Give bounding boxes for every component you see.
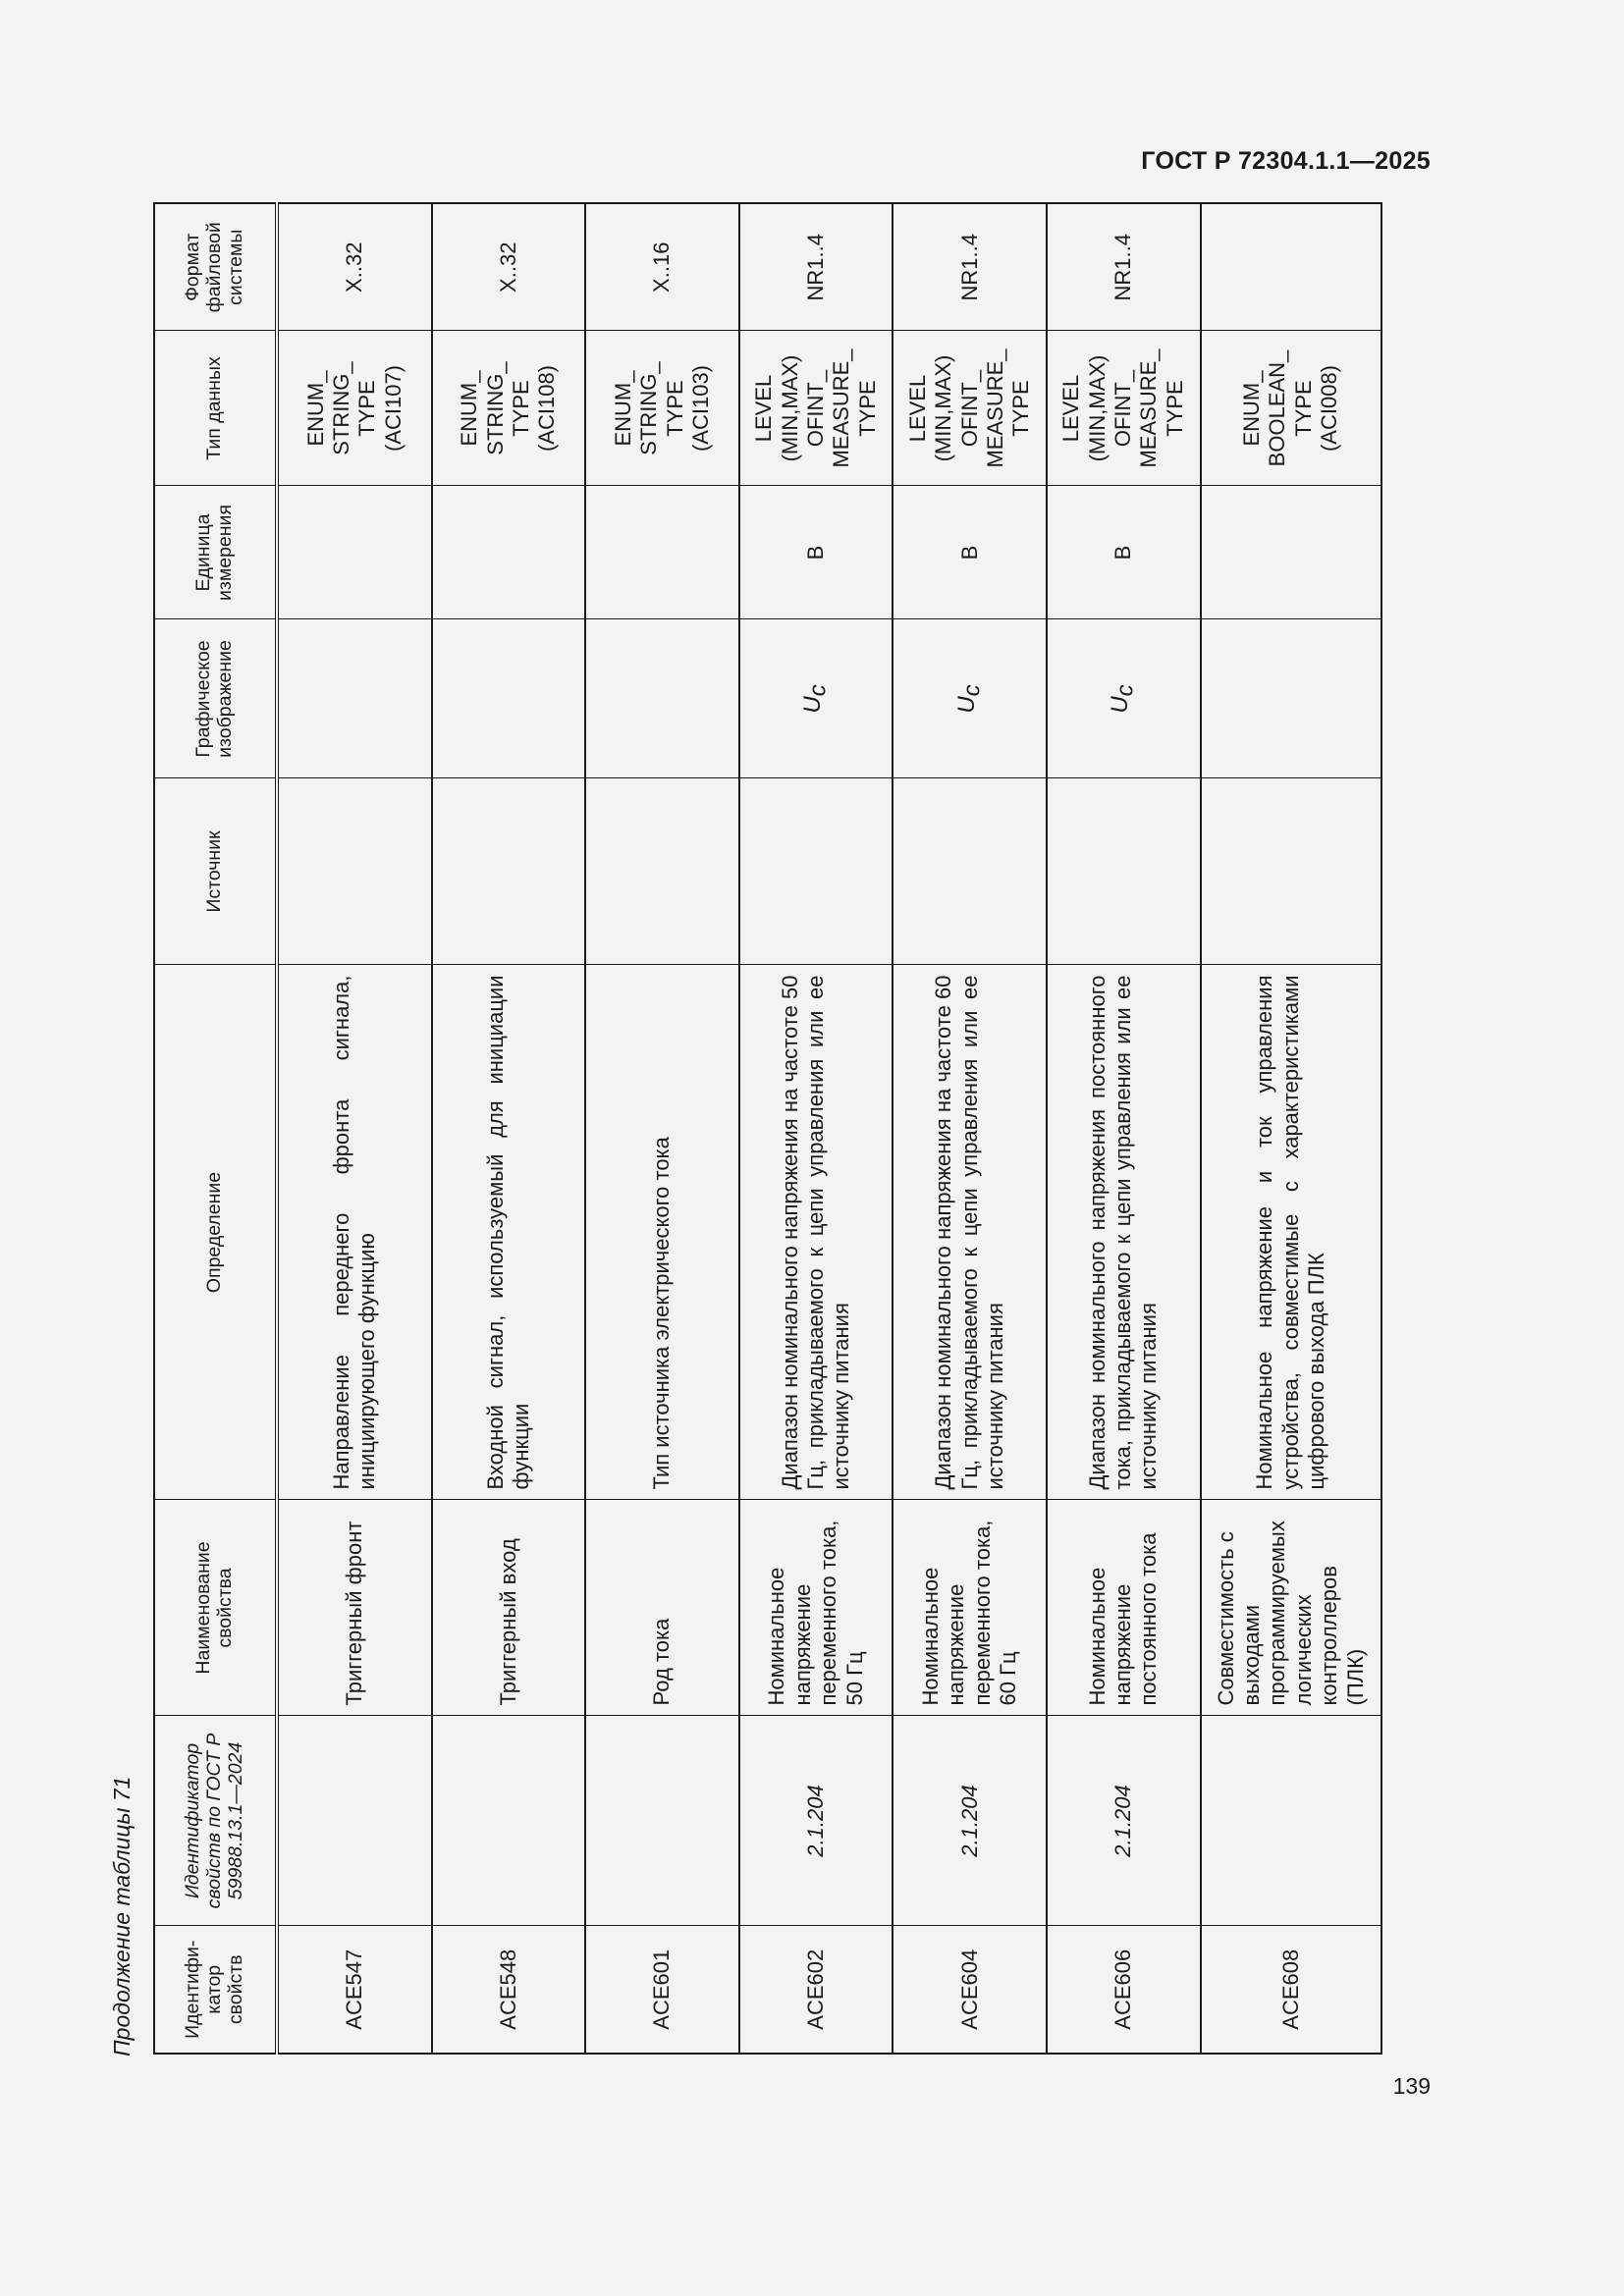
symbol: U: [799, 696, 827, 714]
cell-format: X..32: [432, 203, 586, 331]
column-header: Формат файловой системы: [154, 203, 277, 331]
column-header: Тип данных: [154, 331, 277, 486]
standard-code: ГОСТ Р 72304.1.1—2025: [1141, 147, 1431, 175]
table-row: [893, 203, 1047, 2054]
cell-name: Номинальное напряжение постоянного тока: [1047, 1500, 1201, 1716]
cell-id: ACE606: [1047, 1926, 1201, 2054]
cell-id: ACE548: [432, 1926, 586, 2054]
cell-symbol: [739, 619, 893, 778]
cell-symbol: [1201, 619, 1381, 778]
cell-format: NR1..4: [739, 203, 893, 331]
cell-definition: Диапазон номинального напряжения на частоте 60 Гц, прикладываемого к цепи управления или ее источнику питания: [893, 965, 1047, 1500]
cell-id: ACE547: [277, 1926, 432, 2054]
table-row: [739, 203, 893, 2054]
column-header: Наименование свойства: [154, 1500, 277, 1716]
cell-name: Род тока: [585, 1500, 739, 1716]
cell-symbol: [585, 619, 739, 778]
cell-definition: Диапазон номинального напряжения постоянного тока, прикладываемого к цепи управления или ее источнику питания: [1047, 965, 1201, 1500]
cell-data-type: LEVEL (MIN,MAX) OFINT_ MEASURE_ TYPE: [739, 331, 893, 486]
table-row: [1047, 203, 1201, 2054]
cell-definition: Диапазон номинального напряжения на частоте 50 Гц, прикладываемого к цепи управления или ее источнику питания: [739, 965, 893, 1500]
cell-ref: [277, 1716, 432, 1926]
cell-ref: 2.1.204: [1047, 1716, 1201, 1926]
cell-data-type: ENUM_ STRING_ TYPE (ACI103): [585, 331, 739, 486]
cell-source: [585, 778, 739, 965]
cell-symbol: [1047, 619, 1201, 778]
cell-ref: 2.1.204: [893, 1716, 1047, 1926]
cell-ref: [585, 1716, 739, 1926]
column-header: Идентификатор свойств по ГОСТ Р 59988.13.1—2024: [154, 1716, 277, 1926]
table-header-row: [154, 203, 277, 2054]
table-row: [1201, 203, 1381, 2054]
cell-id: ACE608: [1201, 1926, 1381, 2054]
cell-symbol: [277, 619, 432, 778]
cell-definition: Направление переднего фронта сигнала, инициирующего функцию: [277, 965, 432, 1500]
cell-ref: [1201, 1716, 1381, 1926]
cell-data-type: LEVEL (MIN,MAX) OFINT_ MEASURE_ TYPE: [1047, 331, 1201, 486]
cell-source: [893, 778, 1047, 965]
cell-definition: Входной сигнал, используемый для инициации функции: [432, 965, 586, 1500]
column-header: Единица измерения: [154, 486, 277, 619]
cell-source: [277, 778, 432, 965]
properties-table: [153, 202, 1382, 2055]
cell-data-type: ENUM_ BOOLEAN_ TYPE (ACI008): [1201, 331, 1381, 486]
cell-data-type: LEVEL (MIN,MAX) OFINT_ MEASURE_ TYPE: [893, 331, 1047, 486]
cell-unit: [432, 486, 586, 619]
cell-unit: В: [1047, 486, 1201, 619]
table-row: [277, 203, 432, 2054]
cell-format: [1201, 203, 1381, 331]
cell-source: [432, 778, 586, 965]
symbol: U: [1107, 696, 1134, 714]
cell-name: Триггерный фронт: [277, 1500, 432, 1716]
table-row: [432, 203, 586, 2054]
cell-format: NR1..4: [893, 203, 1047, 331]
table-row: [585, 203, 739, 2054]
symbol-subscript: c: [958, 684, 985, 697]
symbol-subscript: c: [1111, 684, 1139, 697]
cell-unit: [585, 486, 739, 619]
column-header: Идентифи-катор свойств: [154, 1926, 277, 2054]
cell-id: ACE601: [585, 1926, 739, 2054]
table-caption: Продолжение таблицы 71: [109, 1776, 135, 2056]
column-header: Источник: [154, 778, 277, 965]
symbol-subscript: c: [804, 684, 832, 697]
cell-symbol: [432, 619, 586, 778]
cell-name: Триггерный вход: [432, 1500, 586, 1716]
cell-symbol: [893, 619, 1047, 778]
cell-ref: 2.1.204: [739, 1716, 893, 1926]
cell-definition: Тип источника электрического тока: [585, 965, 739, 1500]
cell-format: X..16: [585, 203, 739, 331]
cell-name: Номинальное напряжение переменного тока, 60 Гц: [893, 1500, 1047, 1716]
symbol: U: [952, 696, 980, 714]
cell-name: Номинальное напряжение переменного тока, 50 Гц: [739, 1500, 893, 1716]
cell-data-type: ENUM_ STRING_ TYPE (ACI107): [277, 331, 432, 486]
cell-unit: [1201, 486, 1381, 619]
cell-data-type: ENUM_ STRING_ TYPE (ACI108): [432, 331, 586, 486]
cell-source: [1201, 778, 1381, 965]
cell-source: [739, 778, 893, 965]
cell-format: NR1..4: [1047, 203, 1201, 331]
cell-unit: [277, 486, 432, 619]
cell-format: X..32: [277, 203, 432, 331]
cell-ref: [432, 1716, 586, 1926]
cell-definition: Номинальное напряжение и ток управления устройства, совместимые с характеристиками цифрового выхода ПЛК: [1201, 965, 1381, 1500]
column-header: Графическое изображение: [154, 619, 277, 778]
cell-source: [1047, 778, 1201, 965]
cell-unit: В: [893, 486, 1047, 619]
column-header: Определение: [154, 965, 277, 1500]
cell-name: Совместимость с выходами программируемых логических контроллеров (ПЛК): [1201, 1500, 1381, 1716]
cell-id: ACE602: [739, 1926, 893, 2054]
cell-unit: В: [739, 486, 893, 619]
cell-id: ACE604: [893, 1926, 1047, 2054]
rotated-table-wrapper: [153, 222, 1382, 2055]
page-number: 139: [1392, 2073, 1431, 2099]
